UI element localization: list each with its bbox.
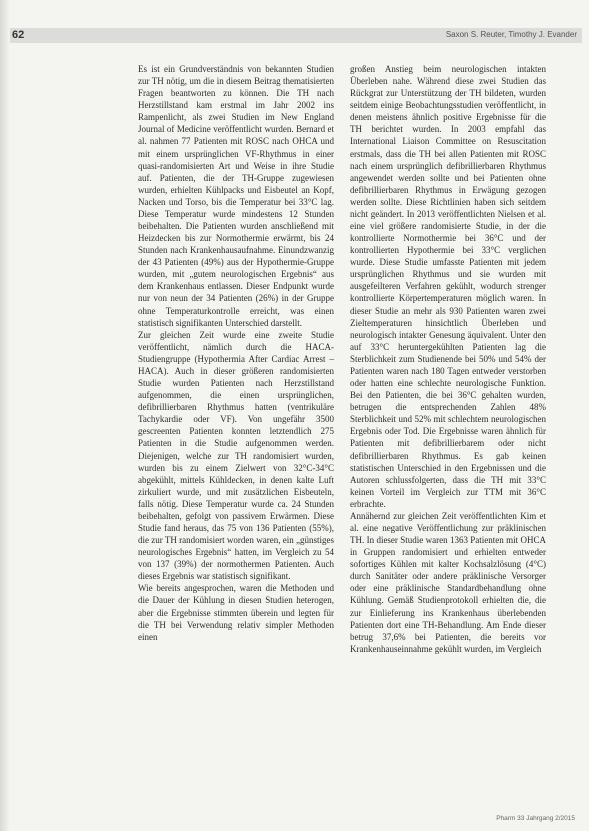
right-text-column [350, 63, 546, 655]
paragraph: Annähernd zur gleichen Zeit veröffentlichten Kim et al. eine negative Veröffentlichung zur präklinischen TH. In dieser Studie waren 1363 Patienten mit OHCA in Gruppen randomisiert und erhielten entweder sofortiges Kühlen mit kalter Kochsalzlösung (4°C) durch Sanitäter oder andere präklinische Versorger oder eine präklinische Standardbehandlung ohne Kühlung. Gemäß Studienprotokoll erhielten die, die zur Einlieferung ins Krankenhaus überlebenden Patienten dort eine TH-Behandlung. Am Ende dieser betrug 37,6% bei Patienten, die bereits vor Krankenhauseinnahme gekühlt wurden, im Vergleich [350, 510, 546, 654]
running-head-authors: Saxon S. Reuter, Timothy J. Evander [445, 30, 577, 39]
paragraph: großen Anstieg beim neurologischen intakten Überleben nahe. Während diese zwei Studien das Rückgrat zur Unterstützung der TH bildeten, wurden seitdem einige Beobachtungsstudien veröffentlicht, in denen meistens ähnlich positive Ergebnisse für die TH berichtet wurden. In 2003 empfahl das International Liaison Committee on Resuscitation erstmals, dass die TH bei allen Patienten mit ROSC nach einem ursprünglich defibrillierbaren Rhythmus angewendet werden sollte und bei Patienten ohne defibrillierbaren Rhythmus in Erwägung gezogen werden sollte. Diese Richtlinien haben sich seitdem nicht geändert. In 2013 veröffentlichten Nielsen et al. eine viel größere randomisierte Studie, in der die kontrollierte Normothermie bei 36°C und der kontrollierten Hypothermie bei 33°C verglichen wurde. Diese Studie umfasste Patienten mit jedem ursprünglichen Rhythmus und sie wurden mit ausgefeilteren Verfahren gekühlt, wodurch strenger kontrollierte Körpertemperaturen möglich waren. In dieser Studie an mehr als 930 Patienten waren zwei Zieltemperaturen hinsichtlich Überleben und neurologisch intakter Genesung äquivalent. Unter den auf 33°C heruntergekühlten Patienten lag die Sterblichkeit zum Studienende bei 50% und 54% der Patienten waren nach 180 Tagen entweder verstorben oder hatten eine schlechte neurologische Funktion. Bei den Patienten, die bei 36°C gehalten wurden, betrugen die entsprechenden Zahlen 48% Sterblichkeit und 52% mit schlechtem neurologischen Ergebnis oder Tod. Die Ergebnisse waren ähnlich für Patienten mit defibrillierbarem oder nicht defibrillierbaren Rhythmus. Es gab keinen statistischen Unterschied in den Ergebnissen und die Autoren schlussfolgerten, dass die TH mit 33°C keinen Vorteil im Vergleich zur TTM mit 36°C erbrachte. [350, 64, 546, 509]
page-edge-shadow [0, 0, 10, 831]
page-number: 62 [12, 29, 25, 41]
left-text-column [138, 63, 334, 643]
paragraph: Es ist ein Grundverständnis von bekannten Studien zur TH nötig, um die in diesem Beitrag thematisierten Fragen beantworten zu können. Die TH nach Herzstillstand kam erstmal im Jahr 2002 ins Rampenlicht, als zwei Studien im New England Journal of Medicine veröffentlicht wurden. Bernard et al. nahmen 77 Patienten mit ROSC nach OHCA und mit einem ursprünglichen VF-Rhythmus in einer quasi-randomisierten Art und Weise in ihre Studie auf. Patienten, die der TH-Gruppe zugewiesen wurden, erhielten Kühlpacks und Eisbeutel an Kopf, Nacken und Torso, bis die Temperatur bei 33°C lag. Diese Temperatur wurde mindestens 12 Stunden beibehalten. Die Patienten wurden anschließend mit Heizdecken bis zur Normothermie erwärmt, bis 24 Stunden nach Krankenhausaufnahme. Einundzwanzig der 43 Patienten (49%) aus der Hypothermie-Gruppe wurden, mit „gutem neurologischen Ergebnis“ aus dem Krankenhaus entlassen. Dieser Endpunkt wurde nur von neun der 34 Patienten (26%) in der Gruppe ohne Temperaturkontrolle erreicht, was einen statistisch signifikanten Unterschied darstellt. [138, 64, 334, 328]
paragraph: Zur gleichen Zeit wurde eine zweite Studie veröffentlicht, nämlich durch die HACA-Studiengruppe (Hypothermia After Cardiac Arrest – HACA). Auch in dieser größeren randomisierten Studie wurden Patienten nach Herzstillstand aufgenommen, die einen ursprünglichen, defibrillierbaren Rhythmus hatten (ventrikuläre Tachykardie oder VF). Von ungefähr 3500 gescreenten Patienten konnten letztendlich 275 Patienten in die Studie aufgenommen werden. Diejenigen, welche zur TH randomisiert wurden, wurden bis zu einem Zielwert von 32°C-34°C abgekühlt, mittels Kühldecken, in denen kalte Luft zirkuliert wurde, und mit zusätzlichen Eisbeuteln, falls nötig. Diese Temperatur wurde ca. 24 Stunden beibehalten, gefolgt von passivem Erwärmen. Diese Studie fand heraus, das 75 von 136 Patienten (55%), die zur TH randomisiert worden waren, ein „günstiges neurologisches Ergebnis“ hatten, im Vergleich zu 54 von 137 (39%) der normothermen Patienten. Auch dieses Ergebnis war statistisch signifikant. [138, 329, 334, 582]
page-footer: Pharm 33 Jahrgang 2/2015 [496, 815, 575, 822]
paragraph: Wie bereits angesprochen, waren die Methoden und die Dauer der Kühlung in diesen Studien heterogen, aber die Ergebnisse stimmten überein und legten für die TH bei Verwendung relativ simpler Methoden einen [138, 583, 334, 642]
